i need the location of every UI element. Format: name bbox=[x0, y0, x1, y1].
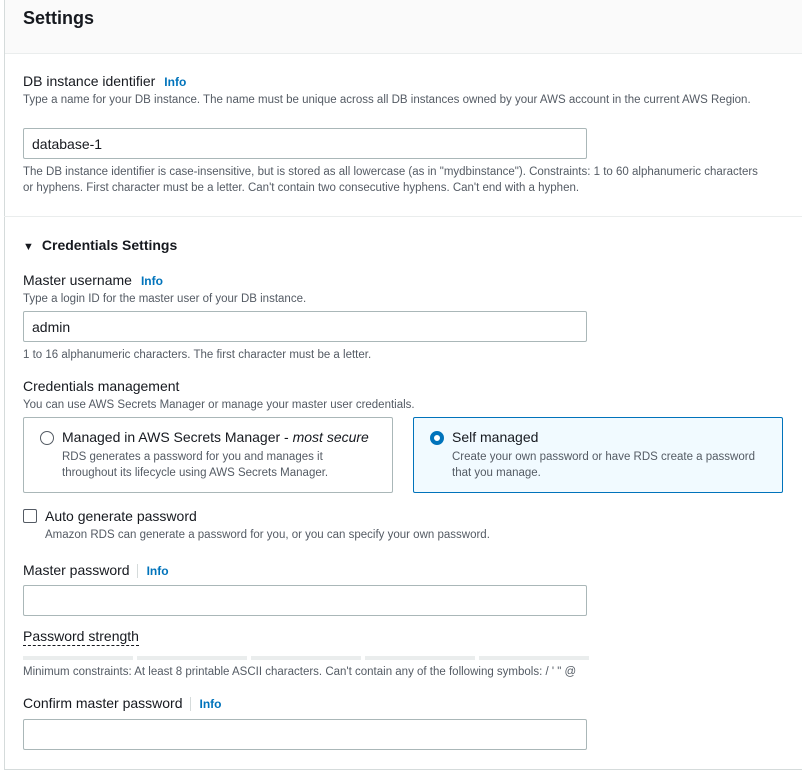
master-password-label: Master password bbox=[23, 562, 130, 578]
password-strength-segment bbox=[137, 656, 247, 660]
section-divider bbox=[4, 216, 802, 217]
db-identifier-label: DB instance identifier bbox=[23, 73, 156, 89]
credentials-section-title: Credentials Settings bbox=[41, 237, 178, 253]
self-managed-option-title: Self managed bbox=[452, 429, 539, 445]
db-identifier-input[interactable] bbox=[23, 128, 587, 159]
password-strength-segment bbox=[479, 656, 589, 660]
password-strength-label[interactable]: Password strength bbox=[23, 628, 139, 644]
self-managed-option[interactable] bbox=[413, 417, 783, 493]
master-username-label-row bbox=[23, 272, 163, 288]
master-username-label: Master username bbox=[23, 272, 132, 288]
radio-unselected-icon[interactable] bbox=[40, 431, 54, 445]
master-username-description: Type a login ID for the master user of your DB instance. bbox=[23, 293, 307, 305]
auto-generate-password-description: Amazon RDS can generate a password for you, or you can specify your own password. bbox=[45, 529, 490, 541]
master-password-input[interactable] bbox=[23, 585, 587, 616]
confirm-password-label: Confirm master password bbox=[23, 695, 183, 711]
caret-down-icon: ▼ bbox=[23, 241, 34, 253]
credentials-management-description: You can use AWS Secrets Manager or manage your master user credentials. bbox=[23, 399, 415, 411]
self-managed-option-description: Create your own password or have RDS create a password that you manage. bbox=[452, 451, 755, 479]
secrets-manager-option-title: Managed in AWS Secrets Manager - most secure bbox=[62, 429, 369, 445]
password-strength-segment bbox=[251, 656, 361, 660]
master-username-info-link[interactable]: Info bbox=[140, 274, 163, 288]
secrets-manager-option-description: RDS generates a password for you and manages it throughout its lifecycle using AWS Secrets Manager. bbox=[62, 451, 329, 479]
credentials-management-label: Credentials management bbox=[23, 378, 180, 394]
confirm-password-label-row bbox=[23, 695, 222, 711]
master-username-constraint: 1 to 16 alphanumeric characters. The first character must be a letter. bbox=[23, 349, 372, 361]
db-identifier-description: Type a name for your DB instance. The name must be unique across all DB instances owned by your AWS account in the current AWS Region. bbox=[23, 94, 751, 106]
master-password-label-row bbox=[23, 562, 169, 578]
auto-generate-password-label[interactable]: Auto generate password bbox=[45, 508, 197, 524]
secrets-manager-option[interactable] bbox=[23, 417, 393, 493]
db-identifier-constraint: The DB instance identifier is case-insensitive, but is stored as all lowercase (as in "mydbinstance"). Constraints: 1 to 60 alphanumeric characters or hyphens. First character must be a letter. Can't contain two consecutive hyphens. Can't end with a hyphen. bbox=[23, 166, 758, 194]
db-identifier-label-row bbox=[23, 73, 186, 89]
auto-generate-password-checkbox[interactable] bbox=[23, 509, 37, 523]
password-strength-segment bbox=[365, 656, 475, 660]
radio-selected-icon[interactable] bbox=[430, 431, 444, 445]
db-identifier-info-link[interactable]: Info bbox=[164, 75, 187, 89]
master-username-input[interactable] bbox=[23, 311, 587, 342]
confirm-password-input[interactable] bbox=[23, 719, 587, 750]
password-strength-row bbox=[23, 628, 139, 644]
credentials-section-toggle[interactable] bbox=[23, 237, 177, 253]
settings-header bbox=[5, 0, 802, 54]
password-constraint: Minimum constraints: At least 8 printable ASCII characters. Can't contain any of the following symbols: / ' " @ bbox=[23, 666, 577, 678]
confirm-password-info-link[interactable]: Info bbox=[190, 697, 222, 711]
password-strength-segment bbox=[23, 656, 133, 660]
master-password-info-link[interactable]: Info bbox=[137, 564, 169, 578]
page-title: Settings bbox=[23, 8, 95, 28]
